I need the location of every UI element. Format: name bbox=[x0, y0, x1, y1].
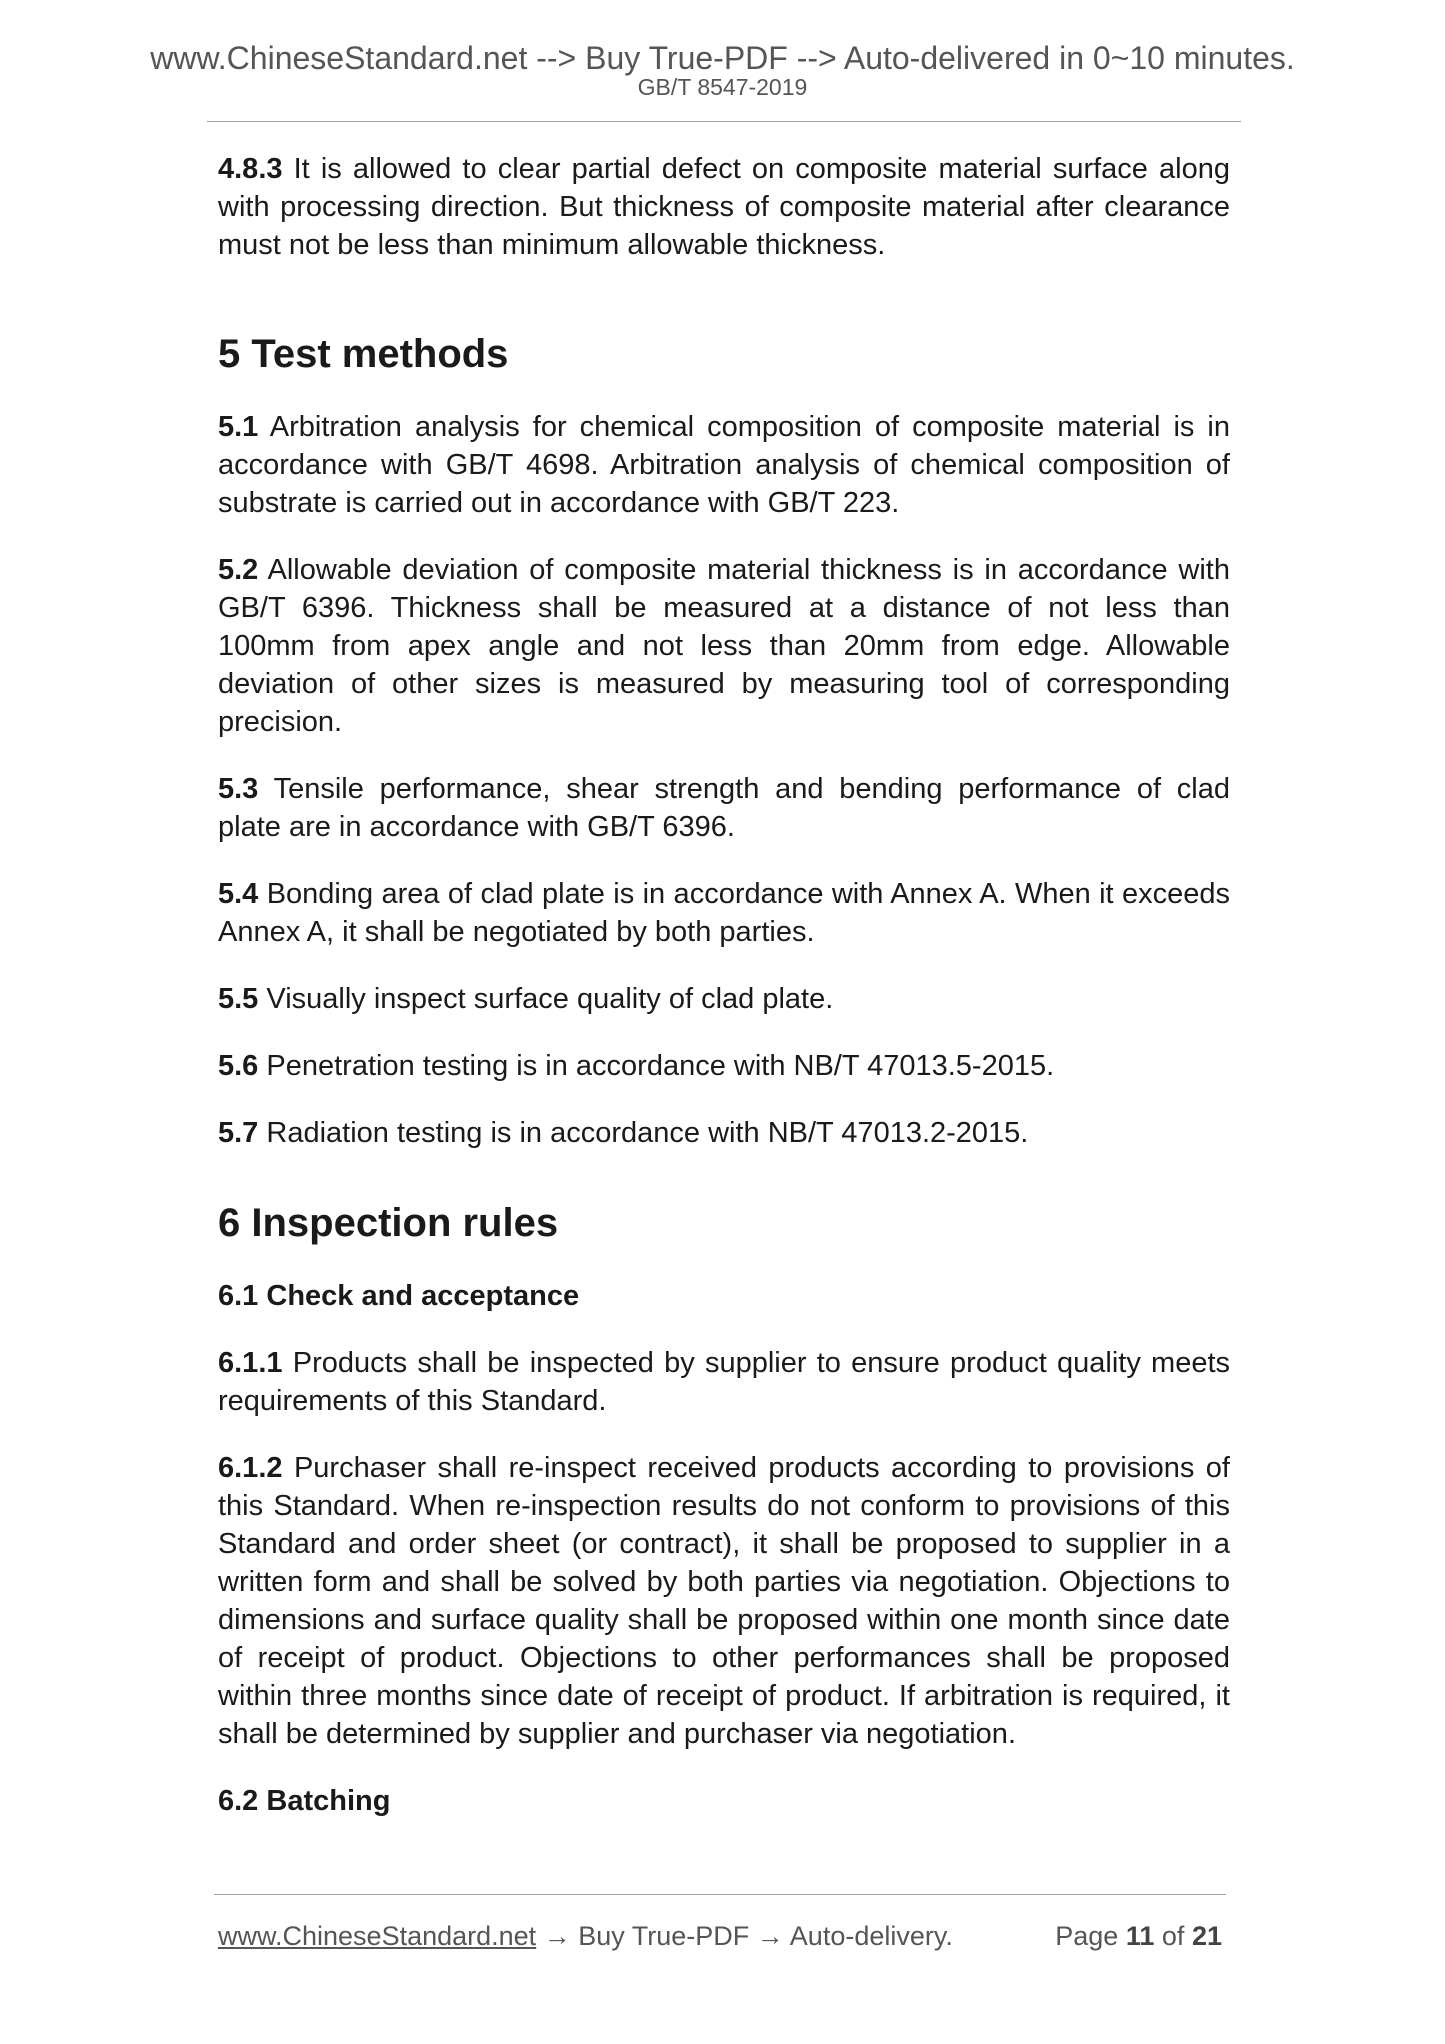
page-label: Page bbox=[1055, 1921, 1119, 1951]
section-6-heading: 6 Inspection rules bbox=[218, 1201, 559, 1245]
clause-number: 5.7 bbox=[218, 1117, 259, 1149]
clause-text: Bonding area of clad plate is in accordance with Annex A. When it exceeds Annex A, it shall be negotiated by both parties. bbox=[218, 878, 1230, 948]
clause-text: Purchaser shall re-inspect received products according to provisions of this Standard. When re-inspection results do not conform to provisions of this Standard and order sheet (or contract), it shall be proposed to supplier in a written form and shall be solved by both parties via negotiation. Objections to dimensions and surface quality shall be proposed within one month since date of receipt of product. Objections to other performances shall be proposed within three months since date of receipt of product. If arbitration is required, it shall be determined by supplier and purchaser via negotiation. bbox=[218, 1452, 1230, 1750]
page-total: 21 bbox=[1191, 1921, 1222, 1951]
clause-number: 5.6 bbox=[218, 1050, 259, 1082]
clause-text: Arbitration analysis for chemical composition of composite material is in accordance with GB/T 4698. Arbitration analysis of chemical composition of substrate is carried out in accordance with GB/T 223. bbox=[218, 411, 1230, 519]
clause-number: 5.5 bbox=[218, 983, 259, 1015]
clause-text: Penetration testing is in accordance with NB/T 47013.5-2015. bbox=[266, 1050, 1055, 1082]
header-divider bbox=[207, 121, 1241, 122]
subsection-6-1-heading: 6.1 Check and acceptance bbox=[218, 1280, 580, 1312]
arrow-right-icon: → bbox=[756, 1921, 784, 1951]
clause-text: Products shall be inspected by supplier to ensure product quality meets requirements of this Standard. bbox=[218, 1347, 1231, 1417]
clause-text: Visually inspect surface quality of clad plate. bbox=[266, 983, 834, 1015]
clause-number: 6.1.2 bbox=[218, 1452, 283, 1484]
footer-promo bbox=[218, 1918, 953, 1954]
clause-number: 4.8.3 bbox=[218, 153, 283, 185]
clause-number: 5.3 bbox=[218, 773, 259, 805]
clause-5-4 bbox=[218, 875, 1230, 951]
clause-text: It is allowed to clear partial defect on composite material surface along with processing direction. But thickness of composite material after clearance must not be less than minimum allowable thickness. bbox=[218, 153, 1230, 261]
clause-number: 5.1 bbox=[218, 411, 259, 443]
standard-code: GB/T 8547-2019 bbox=[637, 74, 808, 100]
clause-5-5 bbox=[218, 980, 1230, 1018]
clause-5-3 bbox=[218, 770, 1230, 846]
clause-5-1 bbox=[218, 408, 1230, 522]
clause-5-2 bbox=[218, 551, 1230, 741]
footer-site-link[interactable]: www.ChineseStandard.net bbox=[218, 1921, 537, 1951]
clause-4-8-3 bbox=[218, 150, 1230, 264]
footer-delivery-text: Auto-delivery. bbox=[789, 1921, 953, 1951]
clause-text: Allowable deviation of composite material thickness is in accordance with GB/T 6396. Thickness shall be measured at a distance of not less than 100mm from apex angle and not less than 20mm from edge. Allowable deviation of other sizes is measured by measuring tool of corresponding precision. bbox=[218, 554, 1230, 738]
footer-divider bbox=[214, 1894, 1226, 1895]
header-banner: www.ChineseStandard.net --> Buy True-PDF --> Auto-delivered in 0~10 minutes. bbox=[150, 40, 1295, 76]
clause-6-1-1 bbox=[218, 1344, 1230, 1420]
page-indicator bbox=[1055, 1918, 1222, 1954]
arrow-right-icon: → bbox=[543, 1921, 571, 1951]
clause-number: 5.2 bbox=[218, 554, 259, 586]
page-current: 11 bbox=[1125, 1921, 1155, 1951]
page-content bbox=[218, 150, 1230, 1820]
clause-5-6 bbox=[218, 1047, 1230, 1085]
clause-text: Tensile performance, shear strength and bending performance of clad plate are in accordance with GB/T 6396. bbox=[218, 773, 1230, 843]
footer-buy-text: Buy True-PDF bbox=[578, 1921, 750, 1951]
clause-number: 6.1.1 bbox=[218, 1347, 283, 1379]
clause-6-1-2 bbox=[218, 1449, 1230, 1753]
section-5-heading: 5 Test methods bbox=[218, 332, 509, 376]
page-footer bbox=[218, 1918, 1228, 1954]
subsection-6-2-heading: 6.2 Batching bbox=[218, 1785, 391, 1817]
clause-5-7 bbox=[218, 1114, 1230, 1152]
clause-number: 5.4 bbox=[218, 878, 259, 910]
clause-text: Radiation testing is in accordance with NB/T 47013.2-2015. bbox=[266, 1117, 1029, 1149]
of-label: of bbox=[1161, 1921, 1185, 1951]
